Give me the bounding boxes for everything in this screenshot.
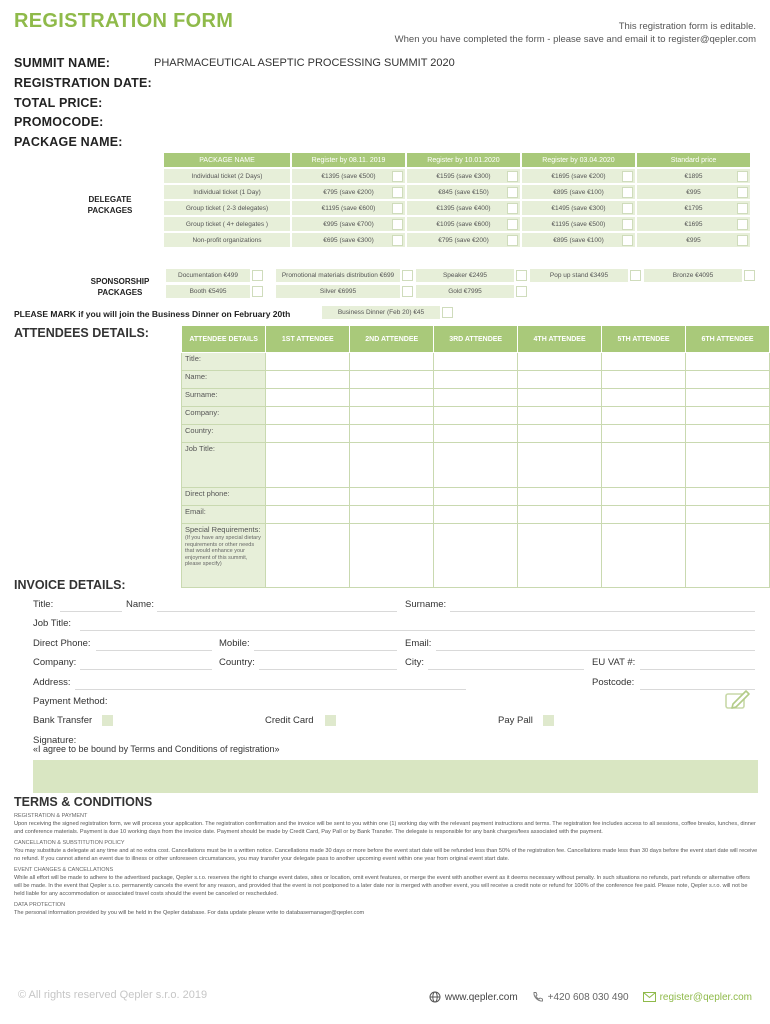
inv-email-label: Email:	[405, 638, 432, 649]
row-label-email: Email:	[182, 506, 266, 524]
price: €1495 (save €300)	[551, 204, 606, 212]
price: €695 (save €300)	[323, 236, 374, 244]
mail-icon	[643, 992, 656, 1002]
field[interactable]	[686, 506, 770, 524]
bank-transfer-label: Bank Transfer	[33, 715, 93, 726]
field[interactable]	[350, 443, 434, 488]
checkbox[interactable]	[516, 270, 527, 281]
inv-title-label: Title:	[33, 599, 54, 610]
terms-section-text: The personal information provided by you will be held in the Qepler database. For data update please write to databasemanager@qepler.com	[14, 910, 365, 916]
price: €995	[686, 188, 701, 196]
price: €1195 (save €500)	[551, 220, 606, 228]
sponsor-promotional: Promotional materials distribution €699	[276, 269, 400, 282]
field[interactable]	[518, 425, 602, 443]
terms-section-text: While all effort will be made to adhere to the advertised package, Qepler s.r.o. reserves the right to change event dates, sites or location, omit event features, or merge the event with another event as it deems necessary without penalty. In such situations no refunds, part refunds or alternative offers will be made. In the event that Qepler s.r.o. permanently cancels the event for any reason, and provided that the event is not postponed to a later date nor is merged with another event, you will receive a credit note or refund for 100% of the conference fee paid. Please note, Qepler s.r.o. will not be held liable for any accommodation or associated travel costs should the event be canceled or rescheduled.	[14, 875, 750, 897]
table-row	[182, 407, 770, 425]
terms-section-title: DATA PROTECTION	[14, 902, 66, 908]
inv-country-label: Country:	[219, 657, 255, 668]
checkbox[interactable]	[392, 219, 403, 230]
terms-section-title: CANCELLATION & SUBSTITUTION POLICY	[14, 840, 125, 846]
price: €1395 (save €500)	[321, 172, 376, 180]
col-attendee-6: 6TH ATTENDEE	[686, 326, 770, 353]
col-attendee-3: 3RD ATTENDEE	[434, 326, 518, 353]
field[interactable]	[686, 407, 770, 425]
pay-pall-checkbox[interactable]	[543, 715, 554, 726]
row-label-company: Company:	[182, 407, 266, 425]
email-link[interactable]: register@qepler.com	[643, 992, 752, 1003]
field[interactable]	[266, 506, 350, 524]
checkbox[interactable]	[507, 203, 518, 214]
col-register-2: Register by 10.01.2020	[407, 153, 520, 167]
sponsor-documentation: Documentation €499	[166, 269, 250, 282]
table-row	[182, 524, 770, 588]
signature-label: Signature:	[33, 735, 77, 746]
checkbox[interactable]	[744, 270, 755, 281]
row-label-special: Special Requirements: (If you have any special dietary requirements or other needs that would enhance your enjoyment of this summit, please specify)	[182, 524, 266, 588]
promocode-label: PROMOCODE:	[14, 115, 104, 129]
inv-address-field[interactable]	[75, 689, 466, 690]
price: €1895	[684, 172, 703, 180]
row-label-surname: Surname:	[182, 389, 266, 407]
field[interactable]	[434, 443, 518, 488]
inv-address-label: Address:	[33, 677, 71, 688]
inv-surname-field[interactable]	[450, 611, 755, 612]
checkbox[interactable]	[630, 270, 641, 281]
delegate-packages-table	[162, 151, 752, 249]
price: €1795	[684, 204, 703, 212]
field[interactable]	[350, 389, 434, 407]
credit-card-label: Credit Card	[265, 715, 314, 726]
field[interactable]	[518, 443, 602, 488]
field[interactable]	[518, 389, 602, 407]
field[interactable]	[434, 488, 518, 506]
field[interactable]	[602, 371, 686, 389]
credit-card-checkbox[interactable]	[325, 715, 336, 726]
field[interactable]	[518, 353, 602, 371]
price: €1395 (save €400)	[436, 204, 491, 212]
agree-text: «I agree to be bound by Terms and Conditions of registration»	[33, 744, 280, 754]
inv-company-field[interactable]	[80, 669, 212, 670]
checkbox[interactable]	[507, 187, 518, 198]
sponsor-speaker: Speaker €2495	[416, 269, 514, 282]
inv-country-field[interactable]	[259, 669, 397, 670]
field[interactable]	[350, 488, 434, 506]
sponsor-booth: Booth €5495	[166, 285, 250, 298]
price: €995	[686, 236, 701, 244]
dinner-option: Business Dinner (Feb 20) €45	[322, 306, 440, 319]
col-register-3: Register by 03.04.2020	[522, 153, 635, 167]
registration-date-label: REGISTRATION DATE:	[14, 76, 152, 90]
inv-city-label: City:	[405, 657, 424, 668]
table-row	[182, 506, 770, 524]
footer-contacts	[429, 991, 752, 1003]
field[interactable]	[686, 425, 770, 443]
field[interactable]	[350, 524, 434, 588]
invoice-heading: INVOICE DETAILS:	[14, 578, 126, 592]
checkbox[interactable]	[737, 187, 748, 198]
intro-line-1: This registration form is editable.	[618, 21, 756, 32]
field[interactable]	[434, 353, 518, 371]
checkbox[interactable]	[507, 171, 518, 182]
phone-icon	[532, 991, 544, 1003]
field[interactable]	[602, 353, 686, 371]
package-name: Individual ticket (2 Days)	[164, 169, 290, 183]
field[interactable]	[266, 488, 350, 506]
package-name: Group ticket ( 2-3 delegates)	[164, 201, 290, 215]
checkbox[interactable]	[622, 171, 633, 182]
terms-heading: TERMS & CONDITIONS	[14, 795, 153, 809]
field[interactable]	[602, 524, 686, 588]
pay-pall-label: Pay Pall	[498, 715, 533, 726]
table-row	[182, 389, 770, 407]
field[interactable]	[266, 425, 350, 443]
summit-name-label: SUMMIT NAME:	[14, 56, 111, 70]
signature-pen-icon	[724, 688, 752, 717]
dinner-label: PLEASE MARK if you will join the Business Dinner on February 20th	[14, 309, 291, 319]
globe-icon	[429, 991, 441, 1003]
field[interactable]	[350, 407, 434, 425]
inv-company-label: Company:	[33, 657, 77, 668]
attendees-table	[181, 325, 770, 588]
field[interactable]	[602, 443, 686, 488]
field[interactable]	[266, 353, 350, 371]
field[interactable]	[686, 443, 770, 488]
checkbox[interactable]	[392, 187, 403, 198]
phone-link[interactable]: +420 608 030 490	[532, 991, 629, 1003]
field[interactable]	[602, 425, 686, 443]
col-attendee-1: 1ST ATTENDEE	[266, 326, 350, 353]
checkbox[interactable]	[392, 235, 403, 246]
table-row	[164, 217, 750, 231]
field[interactable]	[518, 407, 602, 425]
price: €995 (save €700)	[323, 220, 374, 228]
col-attendee-details: ATTENDEE DETAILS	[182, 326, 266, 353]
sponsor-silver: Silver €6995	[276, 285, 400, 298]
intro-line-2: When you have completed the form - please save and email it to register@qepler.com	[394, 34, 756, 45]
package-name: Group ticket ( 4+ delegates )	[164, 217, 290, 231]
sponsor-gold: Gold €7995	[416, 285, 514, 298]
terms-section-title: REGISTRATION & PAYMENT	[14, 813, 88, 819]
sponsor-popup-stand: Pop up stand €3495	[530, 269, 628, 282]
checkbox[interactable]	[737, 219, 748, 230]
website-link[interactable]: www.qepler.com	[429, 991, 518, 1003]
field[interactable]	[266, 524, 350, 588]
price: €795 (save €200)	[438, 236, 489, 244]
checkbox[interactable]	[392, 171, 403, 182]
copyright: © All rights reserved Qepler s.r.o. 2019	[18, 989, 208, 1001]
inv-eu-vat-label: EU VAT #:	[592, 657, 636, 668]
field[interactable]	[266, 443, 350, 488]
field[interactable]	[518, 524, 602, 588]
checkbox[interactable]	[402, 270, 413, 281]
row-label-country: Country:	[182, 425, 266, 443]
col-attendee-2: 2ND ATTENDEE	[350, 326, 434, 353]
field[interactable]	[434, 425, 518, 443]
bank-transfer-checkbox[interactable]	[102, 715, 113, 726]
table-row	[164, 185, 750, 199]
table-row	[182, 425, 770, 443]
form-title: REGISTRATION FORM	[14, 10, 234, 32]
col-standard: Standard price	[637, 153, 750, 167]
table-row	[182, 353, 770, 371]
field[interactable]	[350, 425, 434, 443]
field[interactable]	[518, 506, 602, 524]
checkbox[interactable]	[516, 286, 527, 297]
table-row	[164, 169, 750, 183]
price: €1695	[684, 220, 703, 228]
checkbox[interactable]	[622, 235, 633, 246]
field[interactable]	[434, 524, 518, 588]
inv-mobile-field[interactable]	[254, 650, 397, 651]
summit-name-value[interactable]: PHARMACEUTICAL ASEPTIC PROCESSING SUMMIT 2020	[154, 57, 455, 69]
field[interactable]	[434, 371, 518, 389]
price: €1695 (save €200)	[551, 172, 606, 180]
field[interactable]	[602, 389, 686, 407]
total-price-label: TOTAL PRICE:	[14, 96, 103, 110]
checkbox[interactable]	[622, 203, 633, 214]
sponsor-bronze: Bronze €4095	[644, 269, 742, 282]
inv-payment-method-label: Payment Method:	[33, 696, 108, 707]
inv-title-field[interactable]	[60, 611, 122, 612]
field[interactable]	[686, 524, 770, 588]
intro-text	[395, 20, 756, 46]
table-row	[182, 488, 770, 506]
terms-section-text: You may substitute a delegate at any time and at no extra cost. Cancellations must be in a written notice. Cancellations made 30 days or more before the event start date will be refunded less than 50% of the registration fee. Cancellations made less than 30 days before the event start date will receive no refund. If you cannot attend an event due to illness or other unforeseen circumstances, you may transfer your delegate pass to another upcoming event within one year from original event start date.	[14, 848, 758, 862]
field[interactable]	[602, 506, 686, 524]
field[interactable]	[602, 488, 686, 506]
field[interactable]	[434, 407, 518, 425]
field[interactable]	[518, 371, 602, 389]
sponsorship-packages-label: SPONSORSHIP PACKAGES	[90, 277, 150, 297]
special-hint: (If you have any special dietary requirements or other needs that would enhance your enjoyment of this summit, please specify)	[185, 535, 261, 567]
inv-name-label: Name:	[126, 599, 154, 610]
checkbox[interactable]	[392, 203, 403, 214]
table-row	[182, 371, 770, 389]
field[interactable]	[686, 488, 770, 506]
price: €1595 (save €300)	[436, 172, 491, 180]
col-attendee-4: 4TH ATTENDEE	[518, 326, 602, 353]
field[interactable]	[686, 371, 770, 389]
field[interactable]	[518, 488, 602, 506]
field[interactable]	[350, 371, 434, 389]
package-name: Individual ticket (1 Day)	[164, 185, 290, 199]
signature-field[interactable]	[33, 760, 758, 793]
checkbox[interactable]	[737, 203, 748, 214]
checkbox[interactable]	[507, 219, 518, 230]
price: €795 (save €200)	[323, 188, 374, 196]
package-name: Non-profit organizations	[164, 233, 290, 247]
row-label-name: Name:	[182, 371, 266, 389]
package-name-label: PACKAGE NAME:	[14, 135, 123, 149]
row-label-title: Title:	[182, 353, 266, 371]
col-register-1: Register by 08.11. 2019	[292, 153, 405, 167]
checkbox[interactable]	[442, 307, 453, 318]
checkbox[interactable]	[737, 235, 748, 246]
inv-direct-phone-field[interactable]	[96, 650, 212, 651]
inv-mobile-label: Mobile:	[219, 638, 250, 649]
field[interactable]	[266, 371, 350, 389]
checkbox[interactable]	[252, 286, 263, 297]
price: €895 (save €100)	[553, 236, 604, 244]
row-label-job-title: Job Title:	[182, 443, 266, 488]
field[interactable]	[266, 389, 350, 407]
inv-email-field[interactable]	[436, 650, 755, 651]
field[interactable]	[434, 389, 518, 407]
field[interactable]	[686, 353, 770, 371]
field[interactable]	[266, 407, 350, 425]
inv-name-field[interactable]	[157, 611, 397, 612]
terms-section-title: EVENT CHANGES & CANCELLATIONS	[14, 867, 114, 873]
price: €895 (save €100)	[553, 188, 604, 196]
price: €1095 (save €600)	[436, 220, 491, 228]
price: €1195 (save €600)	[321, 204, 376, 212]
inv-job-title-field[interactable]	[80, 630, 755, 631]
attendees-heading: ATTENDEES DETAILS:	[14, 326, 149, 340]
table-row	[164, 201, 750, 215]
checkbox[interactable]	[252, 270, 263, 281]
checkbox[interactable]	[507, 235, 518, 246]
price: €845 (save €150)	[438, 188, 489, 196]
field[interactable]	[602, 407, 686, 425]
inv-eu-vat-field[interactable]	[640, 669, 755, 670]
checkbox[interactable]	[622, 187, 633, 198]
inv-direct-phone-label: Direct Phone:	[33, 638, 91, 649]
field[interactable]	[350, 353, 434, 371]
terms-body	[14, 812, 759, 917]
terms-section-text: Upon receiving the signed registration form, we will process your application. The registration confirmation and the invoice will be sent to you within one (1) working day with the relevant payment instructions and terms. The registration fee includes access to all sessions, coffee breaks, lunches, dinner and conference materials. Payment is due 10 working days from the invoice date. Payment should be made by Credit Card, Pay Pall or by Bank Transfer. The delegate is responsible for any bank charges/fees associated with the payment.	[14, 821, 756, 835]
row-label-direct-phone: Direct phone:	[182, 488, 266, 506]
field[interactable]	[434, 506, 518, 524]
inv-city-field[interactable]	[428, 669, 584, 670]
inv-postcode-label: Postcode:	[592, 677, 635, 688]
checkbox[interactable]	[737, 171, 748, 182]
table-row	[182, 443, 770, 488]
delegate-packages-label: DELEGATE PACKAGES	[87, 195, 133, 215]
inv-surname-label: Surname:	[405, 599, 447, 610]
field[interactable]	[350, 506, 434, 524]
inv-job-title-label: Job Title:	[33, 618, 72, 629]
checkbox[interactable]	[622, 219, 633, 230]
table-row	[164, 233, 750, 247]
checkbox[interactable]	[402, 286, 413, 297]
col-attendee-5: 5TH ATTENDEE	[602, 326, 686, 353]
field[interactable]	[686, 389, 770, 407]
col-package-name: PACKAGE NAME	[164, 153, 290, 167]
